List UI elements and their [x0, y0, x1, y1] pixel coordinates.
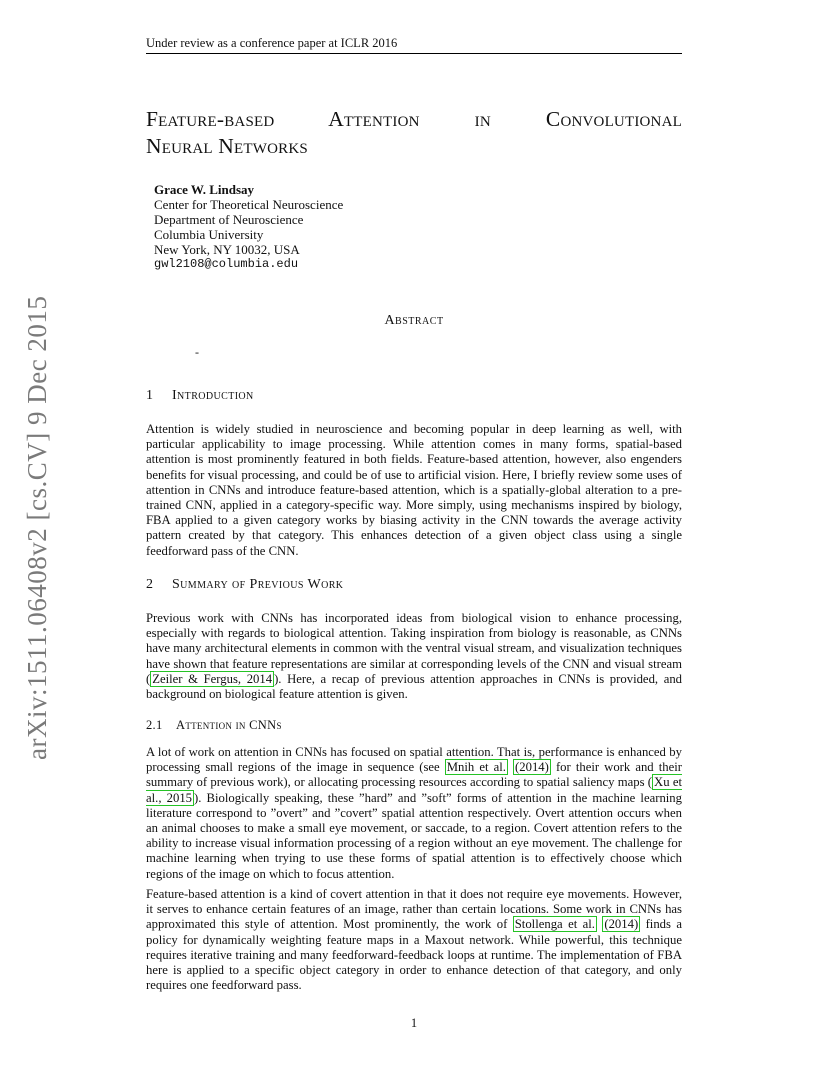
author-block — [154, 182, 343, 272]
author-email: gwl2108@columbia.edu — [154, 257, 299, 271]
section-title: Summary of Previous Work — [172, 577, 344, 592]
intro-paragraph: Attention is widely studied in neuroscience and becoming popular in deep learning as well, with particular applicability to image processing. While attention comes in many forms, spatial-based attention is most prominently featured in both fields. Feature-based attention, however, also engenders benefits for visual processing, and could be of use to artificial vision. Here, I briefly review some uses of attention in CNNs and introduce feature-based attention, which is a spatially-global alteration to a pre-trained CNN, applied in a category-specific way. More simply, using mechanisms inspired by biology, FBA applied to a given category works by biasing activity in the CNN towards the average activity pattern created by that category. This enhances detection of a given object class using a single feedforward pass of the CNN. — [146, 422, 682, 558]
section-number: 1 — [146, 388, 154, 403]
citation-authors: Zeiler & Fergus — [152, 671, 238, 686]
subsection-title: Attention in CNNs — [176, 718, 282, 732]
page-number: 1 — [410, 1016, 418, 1030]
author-name: Grace W. Lindsay — [154, 182, 255, 197]
citation-link-mnih[interactable]: Mnih et al. — [446, 760, 506, 775]
author-affiliation-1: Center for Theoretical Neuroscience — [154, 197, 344, 212]
citation-link-stollenga[interactable]: Stollenga et al. — [514, 917, 595, 932]
text-run: finds a policy for dynamically weighting feature maps in a Maxout network. While powerful, this technique requires iterative training and many feedforward-feedback loops at runtime. The implementation of FBA here is applied to a specific object category in order to enhance detection of that category, and only requires one feedforward pass. — [146, 917, 682, 993]
citation-year: 2015 — [166, 790, 193, 805]
title-line-1: Feature-based Attention in Convolutional — [146, 107, 682, 131]
subsection-number: 2.1 — [146, 718, 163, 732]
attention-paragraph-2 — [146, 887, 682, 993]
attention-paragraph-1 — [146, 745, 682, 882]
paper-title — [146, 106, 682, 160]
text-run: Previous work with CNNs has incorporated ideas from biological vision to enhance processing, especially with regards to biological attention. Taking inspiration from biology is reasonable, as CNNs have many architectural elements in common with the ventral visual stream, and visualization techniques have shown that feature representations are similar at corresponding levels of the CNN and visual stream ( — [146, 611, 682, 686]
citation-year: 2014 — [246, 671, 273, 686]
section-heading-introduction — [146, 388, 254, 404]
citation-link-mnih-year[interactable]: (2014) — [515, 760, 549, 775]
author-affiliation-3: Columbia University — [154, 227, 264, 242]
text-run: ). Here, a recap of previous attention approaches in CNNs is provided, and background on biological feature attention is given. — [146, 671, 683, 702]
text-run: ). Biologically speaking, these ”hard” and ”soft” forms of attention in the machine learning literature correspond to ”overt” and ”covert” spatial attention respectively. Overt attention occurs when an animal chooses to make a small eye movement, or saccade, to a region. Covert attention refers to the ability to increase visual information processing of a region without an eye movement. The challenge for machine learning when trying to use these forms of spatial attention is to effectively choose which regions of the image on which to focus attention. — [146, 790, 682, 881]
subsection-heading-attention-cnns — [146, 718, 282, 733]
section-title: Introduction — [172, 388, 254, 403]
author-address: New York, NY 10032, USA — [154, 242, 300, 257]
header-rule — [146, 53, 682, 54]
abstract-body: - — [195, 345, 199, 359]
text-run: for their work and their summary of previous work), or allocating processing resources according to spatial saliency maps ( — [146, 760, 682, 790]
citation-link-stollenga-year[interactable]: (2014) — [604, 917, 639, 932]
running-head: Under review as a conference paper at ICLR 2016 — [146, 36, 398, 50]
title-line-2: Neural Networks — [146, 134, 308, 158]
author-affiliation-2: Department of Neuroscience — [154, 212, 304, 227]
text-run: A lot of work on attention in CNNs has focused on spatial attention. That is, performance is enhanced by processing small regions of the image in sequence (see — [146, 745, 682, 775]
abstract-heading: Abstract — [384, 313, 444, 328]
section-number: 2 — [146, 577, 154, 592]
citation-link-xu[interactable]: Xu et al., 2015 — [146, 775, 682, 805]
citation-authors: Xu et al. — [146, 775, 682, 805]
section-heading-summary — [146, 577, 343, 593]
citation-link-zeiler[interactable]: Zeiler & Fergus, 2014 — [152, 671, 273, 686]
summary-paragraph — [146, 611, 682, 702]
arxiv-stamp: arXiv:1511.06408v2 [cs.CV] 9 Dec 2015 — [22, 295, 52, 760]
text-run: Feature-based attention is a kind of covert attention in that it does not require eye movements. However, it serves to enhance certain features of an image, rather than certain locations. Some work in CNNs has approximated this style of attention. Most prominently, the work of — [146, 887, 682, 932]
